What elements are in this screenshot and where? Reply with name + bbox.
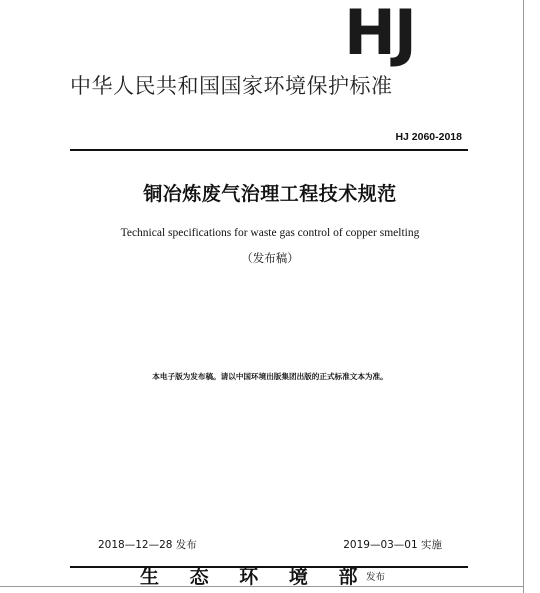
page-frame-right-edge [523, 0, 524, 593]
publisher-line [0, 564, 540, 590]
publisher-name: 生 态 环 境 部 [140, 566, 370, 588]
issue-date: 2018—12—28 发布 [98, 539, 197, 551]
document-title-english: Technical specifications for waste gas control of copper smelting [120, 227, 420, 239]
edition-notice: 本电子版为发布稿。请以中国环境出版集团出版的正式标准文本为准。 [152, 372, 388, 381]
document-title-chinese: 铜冶炼废气治理工程技术规范 [143, 183, 397, 205]
hj-logo: HJ [344, 0, 415, 69]
issuer-title: 中华人民共和国国家环境保护标准 [70, 74, 393, 98]
standard-number: HJ 2060-2018 [395, 131, 462, 143]
effective-date: 2019—03—01 实施 [343, 539, 442, 551]
header-divider [70, 149, 468, 151]
publisher-action: 发布 [366, 572, 386, 583]
draft-status-label: （发布稿） [241, 251, 299, 265]
